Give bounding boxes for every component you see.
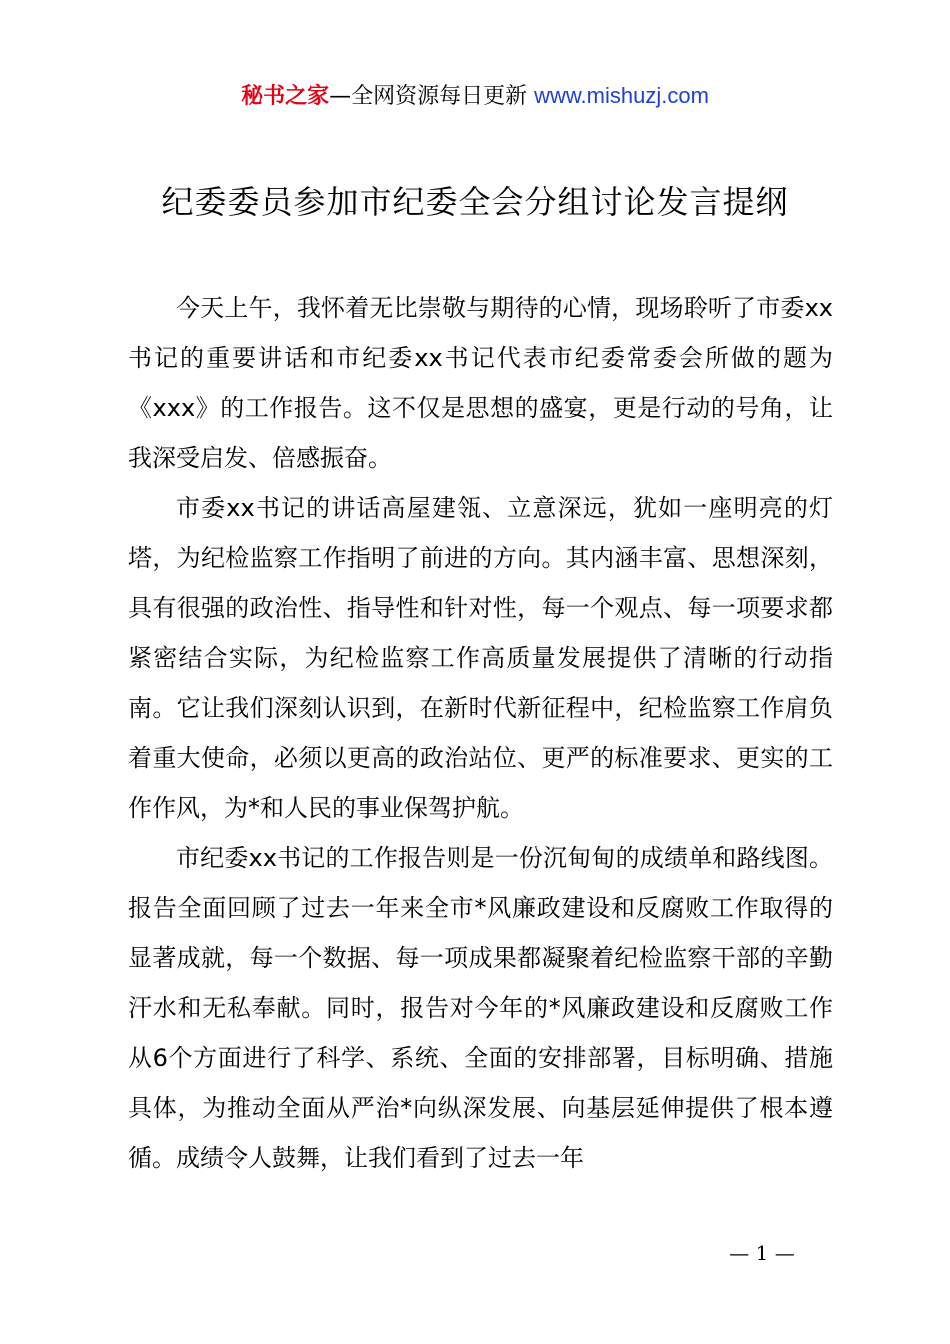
document-title: 纪委委员参加市纪委全会分组讨论发言提纲 <box>161 183 789 221</box>
site-header <box>0 78 950 115</box>
site-slogan: —全网资源每日更新 <box>329 84 535 109</box>
paragraph: 市委xx书记的讲话高屋建瓴、立意深远，犹如一座明亮的灯塔，为纪检监察工作指明了前进的方向。其内涵丰富、思想深刻，具有很强的政治性、指导性和针对性，每一个观点、每一项要求都紧密结合实际，为纪检监察工作高质量发展提供了清晰的行动指南。它让我们深刻认识到，在新时代新征程中，纪检监察工作肩负着重大使命，必须以更高的政治站位、更严的标准要求、更实的工作作风，为*和人民的事业保驾护航。 <box>128 494 833 822</box>
paragraph: 市纪委xx书记的工作报告则是一份沉甸甸的成绩单和路线图。报告全面回顾了过去一年来全市*风廉政建设和反腐败工作取得的显著成就，每一个数据、每一项成果都凝聚着纪检监察干部的辛勤汗水和无私奉献。同时，报告对今年的*风廉政建设和反腐败工作从6个方面进行了科学、系统、全面的安排部署，目标明确、措施具体，为推动全面从严治*向纵深发展、向基层延伸提供了根本遵循。成绩令人鼓舞，让我们看到了过去一年 <box>128 844 833 1172</box>
document-body <box>128 283 833 1183</box>
page-number: — 1 — <box>729 1241 795 1265</box>
site-brand: 秘书之家 <box>241 84 330 109</box>
site-url-link[interactable]: www.mishuzj.com <box>534 83 709 108</box>
paragraph: 今天上午，我怀着无比崇敬与期待的心情，现场聆听了市委xx书记的重要讲话和市纪委xx书记代表市纪委常委会所做的题为《xxx》的工作报告。这不仅是思想的盛宴，更是行动的号角，让我深受启发、倍感振奋。 <box>128 294 833 472</box>
